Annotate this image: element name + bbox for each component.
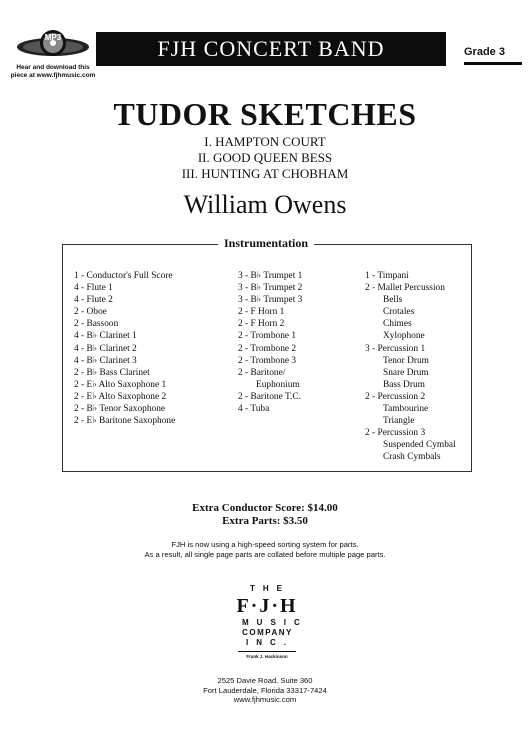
instrument-item: 1 - Conductor's Full Score [74,271,173,281]
mp3-note-line: Hear and download this [16,64,90,71]
extra-parts-price: Extra Parts: $3.50 [222,515,308,527]
mp3-note-line: piece at www.fjhmusic.com [10,72,96,79]
instrument-subitem: Bells [383,295,403,306]
movement-item: III. HUNTING AT CHOBHAM [181,166,349,181]
instrument-subitem: Chimes [383,319,412,330]
logo-line-the: THE [250,584,290,593]
instrument-item: 2 - Trombone 2 [238,343,297,354]
mp3-download-note [8,64,98,80]
instrument-item: 2 - Oboe [74,307,107,318]
instrumentation-heading: Instrumentation [218,236,314,251]
instrumentation-column-2 [238,270,302,415]
logo-line-inc: INC. [246,638,294,647]
conductor-score-price: Extra Conductor Score: $14.00 [192,502,338,514]
instrument-item: 2 - Bassoon [74,319,119,330]
instrument-item: 2 - Percussion 3 [365,428,426,439]
address-line: 2525 Davie Road, Suite 360 [217,676,313,685]
logo-line-music: MUSIC [242,618,308,627]
instrument-item: 2 - Baritone T.C. [238,391,301,402]
instrument-item: 2 - E♭ Alto Saxophone 1 [74,379,167,390]
address-line: Fort Lauderdale, Florida 33317-7424 [203,685,327,695]
instrument-item: 2 - Trombone 1 [238,331,297,342]
instrument-subitem: Bass Drum [383,379,425,390]
instrument-item: 4 - Tuba [238,404,270,415]
instrument-item: 2 - B♭ Bass Clarinet [74,367,150,378]
instrument-item: 3 - B♭ Trumpet 1 [238,271,303,281]
mp3-badge-text: MP3 [44,33,62,42]
movement-item: I. HAMPTON COURT [204,134,326,149]
grade-rule [464,62,522,65]
company-address [0,676,530,705]
composer-name: William Owens [183,190,347,219]
series-banner-text: FJH CONCERT BAND [157,36,385,61]
instrument-item: 4 - B♭ Clarinet 2 [74,343,137,354]
fjh-company-logo [236,584,308,659]
instrument-subitem: Xylophone [383,331,425,342]
mp3-cd-logo [14,28,92,64]
instrument-item: 2 - Percussion 2 [365,391,426,402]
website-link[interactable]: www.fjhmusic.com [233,695,297,704]
instrument-item: 2 - F Horn 1 [238,307,285,318]
instrumentation-column-1 [74,270,175,427]
logo-line-company: COMPANY [242,628,293,637]
instrument-item: 4 - B♭ Clarinet 1 [74,331,137,342]
instrument-item: 3 - Percussion 1 [365,343,426,354]
instrument-subitem: Crash Cymbals [383,452,441,463]
instrument-subitem: Tambourine [383,404,429,415]
instrument-subitem: Crotales [383,307,415,318]
instrument-item: 2 - F Horn 2 [238,319,285,330]
instrument-item: 3 - B♭ Trumpet 2 [238,283,303,294]
instrument-subitem: Triangle [383,416,415,427]
notice-line: FJH is now using a high-speed sorting system for parts. [171,540,359,549]
instrumentation-column-3 [365,270,456,464]
sorting-notice [0,540,530,560]
instrument-item: 2 - Mallet Percussion [365,283,445,294]
instrument-item: 2 - Baritone/ [238,367,286,378]
instrument-item: 2 - Trombone 3 [238,355,297,366]
instrument-subitem: Suspended Cymbal [383,440,456,451]
notice-line: As a result, all single page parts are collated before multiple page parts. [144,550,386,559]
piece-title: TUDOR SKETCHES [113,96,417,132]
instrument-item: 1 - Timpani [365,271,409,281]
instrument-item: 3 - B♭ Trumpet 3 [238,295,303,306]
movement-list [0,134,530,182]
instrument-subitem: Euphonium [256,379,300,390]
instrument-subitem: Snare Drum [383,367,429,378]
logo-line-fjh: F·J·H [236,595,298,617]
instrument-item: 4 - Flute 1 [74,283,113,294]
instrument-item: 2 - E♭ Baritone Saxophone [74,416,176,427]
instrument-item: 4 - B♭ Clarinet 3 [74,355,137,366]
extra-prices [0,502,530,528]
series-banner [96,32,446,66]
logo-rule [238,651,296,652]
logo-signature: Frank J. Hackinson [246,654,288,659]
instrument-subitem: Tenor Drum [383,355,429,366]
movement-item: II. GOOD QUEEN BESS [197,150,333,165]
instrument-item: 2 - E♭ Alto Saxophone 2 [74,391,167,402]
instrument-item: 2 - B♭ Tenor Saxophone [74,404,166,415]
grade-label: Grade 3 [464,46,505,58]
instrument-item: 4 - Flute 2 [74,295,113,306]
